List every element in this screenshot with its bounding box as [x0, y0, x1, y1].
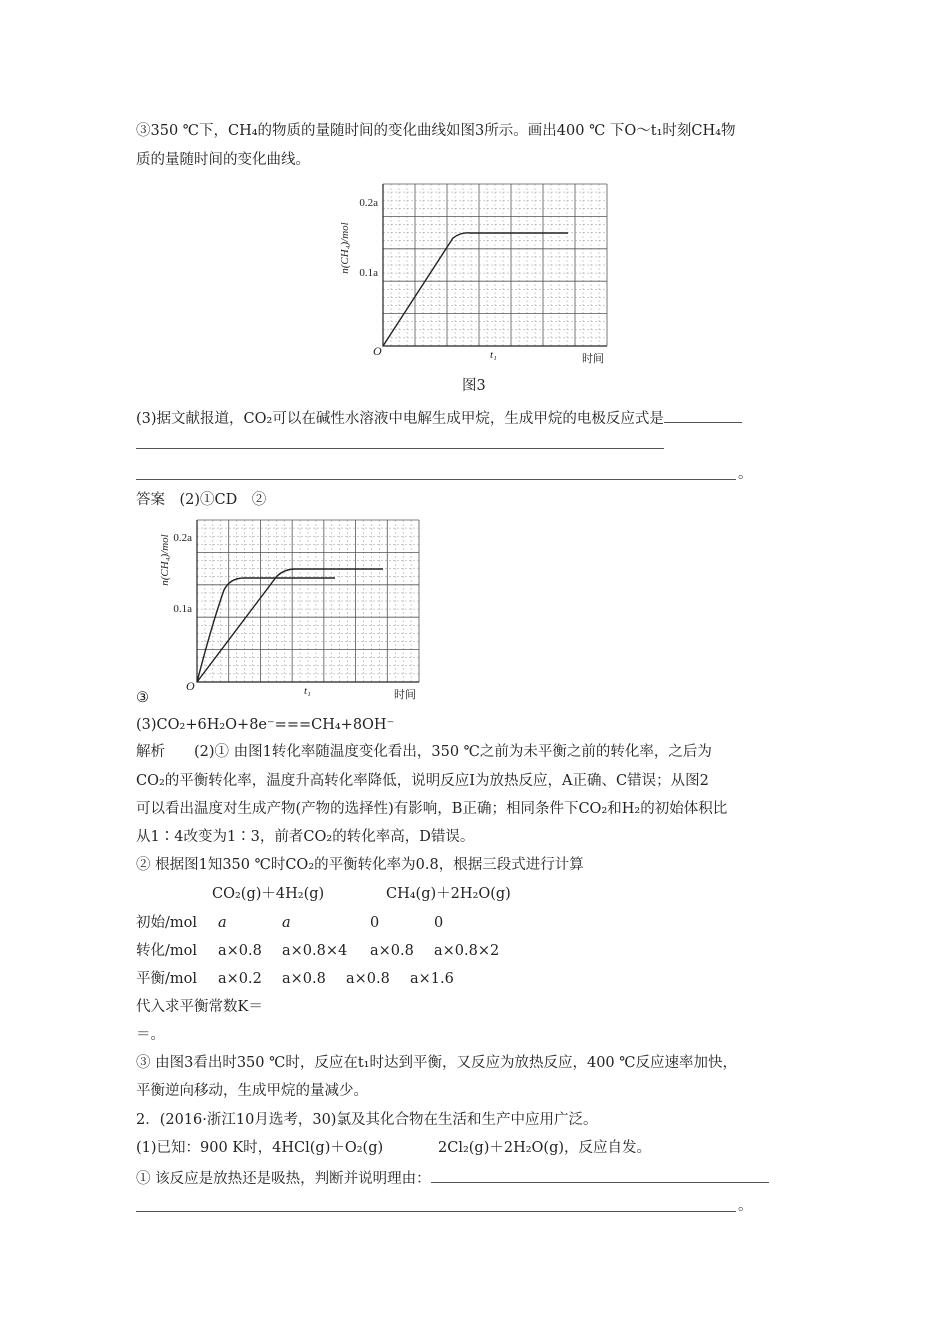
analysis-line: CO₂的平衡转化率，温度升高转化率降低，说明反应Ⅰ为放热反应，A正确、C错误；从图2: [136, 773, 709, 789]
part3-analysis: ③ 由图3看出时350 ℃时，反应在t₁时达到平衡，又反应为放热反应，400 ℃反应速率加快，: [136, 1055, 737, 1071]
analysis-line: 解析 (2)① 由图1转化率随温度变化看出，350 ℃之前为未平衡之前的转化率，之后为: [136, 744, 712, 760]
analysis-line: 可以看出温度对生成产物(产物的选择性)有影响，B正确；相同条件下CO₂和H₂的初始体积比: [136, 801, 728, 817]
fig3-ytick-low: 0.1a: [359, 267, 378, 279]
q3-part3-text: (3)据文献报道，CO₂可以在碱性水溶液中电解生成甲烷，生成甲烷的电极反应式是: [136, 411, 664, 427]
table-cell: a×0.8: [282, 971, 326, 987]
analysis-line: 从1∶4改变为1∶3，前者CO₂的转化率高，D错误。: [136, 829, 475, 845]
q3-line1: ③350 ℃下，CH₄的物质的量随时间的变化曲线如图3所示。画出400 ℃ 下O～t₁时刻CH₄物: [136, 123, 736, 139]
answer-blank-3[interactable]: [136, 479, 736, 480]
ans-origin: O: [186, 679, 195, 693]
table-cell: a: [282, 915, 291, 931]
table-cell: a×0.8: [346, 971, 390, 987]
table-row: [136, 941, 514, 961]
ans-ylabel: n(CH₄)/mol: [159, 534, 171, 586]
q2-1-1: [136, 1168, 769, 1189]
ans-xtick: t₁: [304, 685, 311, 697]
table-cell: 0: [434, 915, 444, 931]
answer-circle3: ③: [136, 690, 149, 706]
table-cell: a×0.8×2: [434, 943, 500, 959]
answer-chart: [150, 514, 440, 704]
figure3-caption: 图3: [462, 378, 486, 394]
table-cell: a: [218, 915, 227, 931]
fig3-ylabel: n(CH₄)/mol: [339, 222, 351, 274]
table-row: [136, 913, 514, 933]
table-cell: 0: [370, 915, 380, 931]
answer-blank-5[interactable]: [136, 1211, 736, 1212]
q3-line2: 质的量随时间的变化曲线。: [136, 152, 310, 168]
row-label: 平衡/mol: [136, 971, 198, 987]
q2-1-right: 2Cl₂(g)＋2H₂O(g)，反应自发。: [438, 1140, 652, 1156]
analysis-line: ② 根据图1知350 ℃时CO₂的平衡转化率为0.8，根据三段式进行计算: [136, 857, 584, 873]
table-cell: a×0.2: [218, 971, 262, 987]
fig3-xlabel: 时间: [582, 353, 604, 365]
answer-blank-2[interactable]: [136, 448, 664, 449]
q3-part3: [136, 408, 742, 429]
answer-blank-4[interactable]: [431, 1168, 769, 1183]
row-label: 转化/mol: [136, 943, 198, 959]
table-cell: a×0.8×4: [282, 943, 348, 959]
answer-3: (3)CO₂+6H₂O+8e⁻===CH₄+8OH⁻: [136, 717, 395, 733]
ans-ytick-high: 0.2a: [173, 532, 192, 544]
table-cell: a×1.6: [410, 971, 454, 987]
ans-curve-400: [197, 578, 335, 682]
row-label: 初始/mol: [136, 915, 198, 931]
q2-1-1-text: ① 该反应是放热还是吸热，判断并说明理由：: [136, 1171, 431, 1187]
answer-blank-1[interactable]: [664, 408, 742, 423]
equation-left: CO₂(g)＋4H₂(g): [212, 886, 325, 902]
q2-title: 2．(2016·浙江10月选考，30)氯及其化合物在生活和生产中应用广泛。: [136, 1112, 598, 1128]
answer-head: 答案 (2)①CD ②: [136, 492, 267, 508]
period-2: 。: [738, 1198, 753, 1214]
k-line2: ＝。: [136, 1027, 165, 1043]
table-cell: a×0.8: [370, 943, 414, 959]
fig3-xtick: t₁: [490, 349, 497, 361]
table-row: [136, 969, 490, 989]
q2-1-left: (1)已知：900 K时，4HCl(g)＋O₂(g): [136, 1140, 384, 1156]
figure3-chart: [330, 178, 620, 368]
fig3-ytick-high: 0.2a: [359, 197, 378, 209]
table-cell: a×0.8: [218, 943, 262, 959]
fig3-origin: O: [373, 344, 382, 358]
period-1: 。: [738, 466, 753, 482]
k-line1: 代入求平衡常数K＝: [136, 999, 263, 1015]
ans-xlabel: 时间: [394, 689, 416, 701]
ans-ytick-low: 0.1a: [173, 603, 192, 615]
equation-right: CH₄(g)＋2H₂O(g): [386, 886, 511, 902]
part3-analysis: 平衡逆向移动，生成甲烷的量减少。: [136, 1083, 368, 1099]
